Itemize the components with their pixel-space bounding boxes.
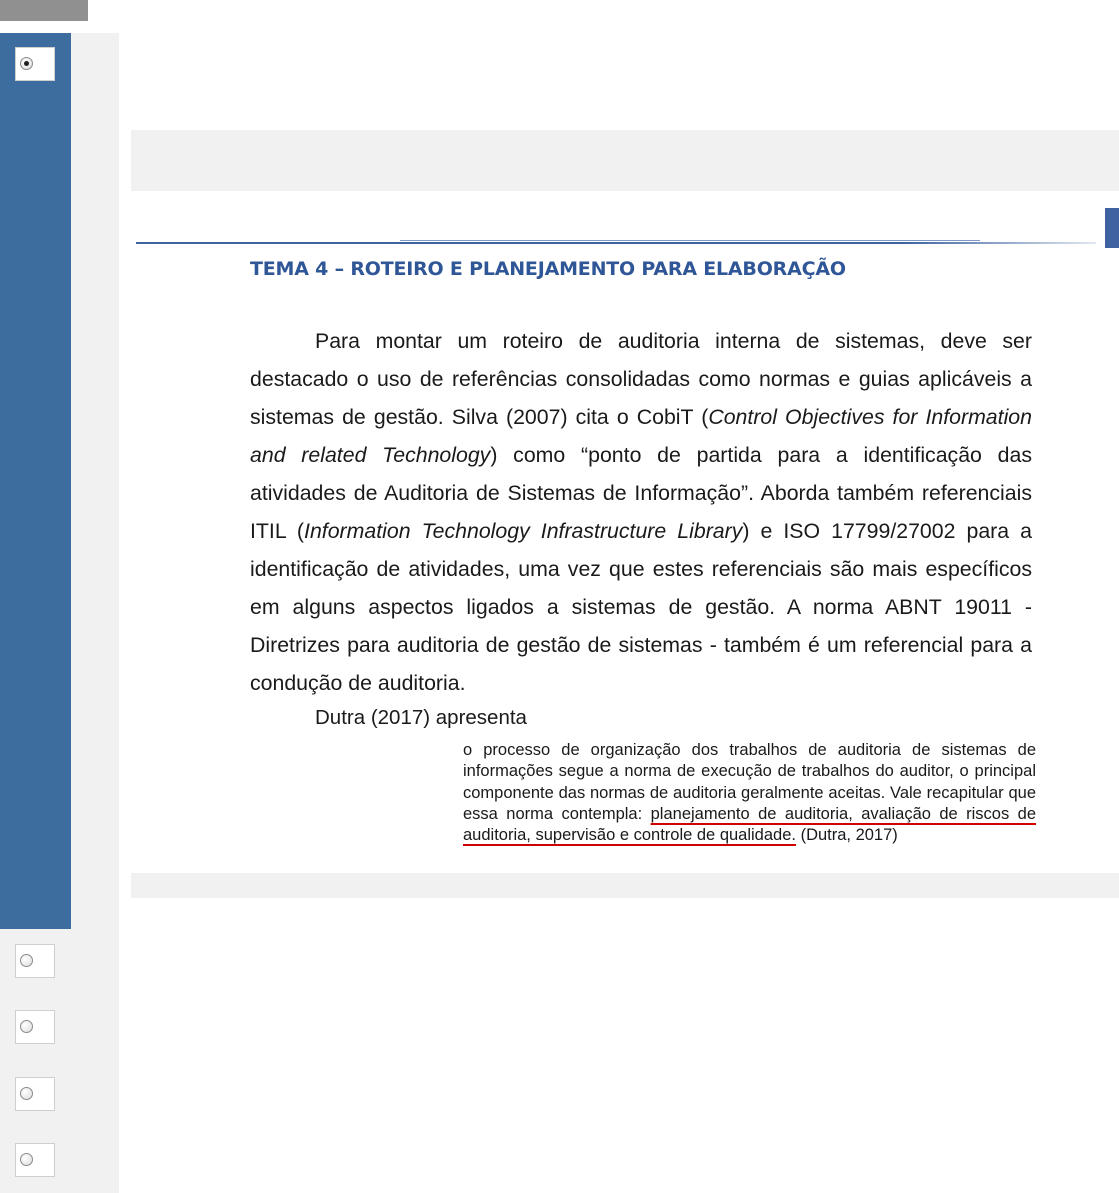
header-rule (136, 242, 1096, 244)
block-quote (463, 740, 1036, 846)
quote-intro: Dutra (2017) apresenta (315, 706, 527, 729)
option-a-radio[interactable] (15, 47, 55, 81)
header-rule-thin (400, 240, 980, 241)
radio-unchecked-icon (20, 954, 33, 967)
document-title: TEMA 4 – ROTEIRO E PLANEJAMENTO PARA ELABORAÇÃO (250, 258, 846, 280)
top-gray-tab (0, 0, 88, 21)
radio-unchecked-icon (20, 1020, 33, 1033)
header-accent-block (1105, 208, 1119, 248)
radio-unchecked-icon (20, 1153, 33, 1166)
radio-unchecked-icon (20, 1087, 33, 1100)
quote-text: o processo de organização dos trabalhos de auditoria de sistemas de informações segue a norma de execução de trabalhos do auditor, o principal componente das normas de auditoria geralmente aceitas. Vale recapitular que essa norma contempla: (463, 741, 1036, 823)
paragraph-text: Para montar um roteiro de auditoria interna de sistemas, deve ser destacado o uso de referências consolidadas como normas e guias aplicáveis a sistemas de gestão. Silva (2007) cita o CobiT ( (250, 329, 1032, 429)
document-paragraph (250, 322, 1032, 702)
selected-option-band (0, 33, 71, 929)
quote-highlight: planejamento de auditoria, avaliação de riscos de auditoria, supervisão e controle de qualidade. (463, 804, 1036, 845)
paragraph-text: ) e ISO 17799/27002 para a identificação de atividades, uma vez que estes referenciais são mais específicos em alguns aspectos ligados a sistemas de gestão. A norma ABNT 19011 - Diretrizes para auditoria de gestão de sistemas - também é um referencial para a condução de auditoria. (250, 519, 1032, 695)
option-b-radio[interactable] (15, 944, 55, 978)
option-c-radio[interactable] (15, 1010, 55, 1044)
option-d-radio[interactable] (15, 1077, 55, 1111)
paragraph-text: ) como “ponto de partida para a identificação das atividades de Auditoria de Sistemas de Informação”. Aborda também referenciais ITIL ( (250, 443, 1032, 543)
radio-checked-icon (20, 57, 33, 70)
quote-citation: (Dutra, 2017) (795, 826, 898, 845)
paragraph-italic-text: Information Technology Infrastructure Library (304, 519, 743, 543)
option-e-radio[interactable] (15, 1143, 55, 1177)
paragraph-italic-text: Control Objectives for Information and related Technology (250, 405, 1032, 467)
